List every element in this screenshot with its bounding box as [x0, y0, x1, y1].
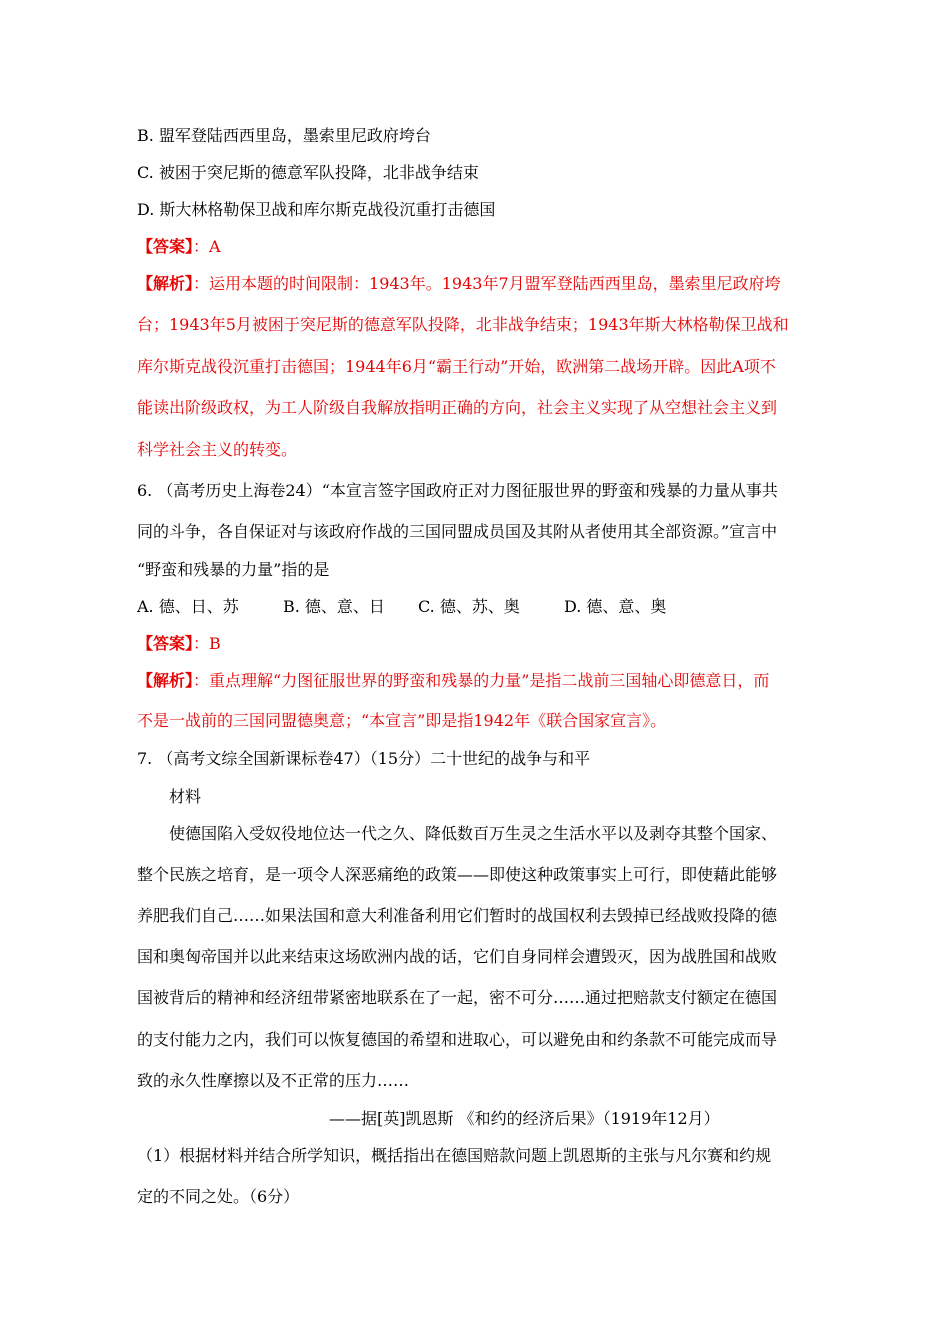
q6-option-c: C. 德、苏、奥	[418, 597, 520, 616]
q6-stem-line: “野蛮和残暴的力量”指的是	[137, 560, 330, 579]
analysis-label: 【解析】	[137, 274, 194, 293]
q7-material-line: 致的永久性摩擦以及不正常的压力……	[137, 1071, 410, 1090]
q6-option-d: D. 德、意、奥	[564, 597, 667, 616]
q5-option-b: B. 盟军登陆西西里岛，墨索里尼政府垮台	[137, 126, 431, 145]
q7-material-line: 国和奥匈帝国并以此来结束这场欧洲内战的话，它们自身同样会遭毁灭，因为战胜国和战败	[137, 947, 778, 966]
q6-options	[137, 596, 827, 618]
q7-material-line: 国被背后的精神和经济纽带紧密地联系在了一起，密不可分……通过把赔款支付额定在德国	[137, 988, 778, 1007]
q6-analysis-line: 【解析】：重点理解“力图征服世界的野蛮和残暴的力量”是指二战前三国轴心即德意日，而	[137, 671, 770, 690]
q6-option-a: A. 德、日、苏	[137, 597, 239, 616]
q7-sub1-line: 定的不同之处。（6分）	[137, 1187, 300, 1206]
q5-analysis-line: 科学社会主义的转变。	[137, 440, 298, 459]
q6-option-b: B. 德、意、日	[283, 597, 385, 616]
q6-stem-line: 同的斗争，各自保证对与该政府作战的三国同盟成员国及其附从者使用其全部资源。”宣言中	[137, 522, 778, 541]
q5-option-c: C. 被困于突尼斯的德意军队投降，北非战争结束	[137, 163, 479, 182]
q5-analysis-line: 【解析】：运用本题的时间限制：1943年。1943年7月盟军登陆西西里岛，墨索里尼政府垮	[137, 274, 781, 293]
analysis-label: 【解析】	[137, 671, 194, 690]
q7-material-line: 养肥我们自己……如果法国和意大利准备利用它们暂时的战国权利去毁掉已经战败投降的德	[137, 906, 778, 925]
q7-material-line: 的支付能力之内，我们可以恢复德国的希望和进取心，可以避免由和约条款不可能完成而导	[137, 1030, 778, 1049]
q7-stem: 7. （高考文综全国新课标卷47）（15分）二十世纪的战争与和平	[137, 749, 591, 768]
q6-analysis-line: 不是一战前的三国同盟德奥意；“本宣言”即是指1942年《联合国家宣言》。	[137, 711, 667, 730]
q5-answer	[137, 236, 827, 258]
q5-analysis-line: 能读出阶级政权，为工人阶级自我解放指明正确的方向，社会主义实现了从空想社会主义到	[137, 398, 778, 417]
q7-material-line: 整个民族之培育，是一项令人深恶痛绝的政策——即使这种政策事实上可行，即使藉此能够	[137, 865, 778, 884]
answer-label: 【答案】	[137, 634, 194, 653]
q7-material-line: 使德国陷入受奴役地位达一代之久、降低数百万生灵之生活水平以及剥夺其整个国家、	[169, 824, 778, 843]
q7-material-title: 材料	[169, 787, 202, 806]
q5-analysis-line: 台；1943年5月被困于突尼斯的德意军队投降，北非战争结束；1943年斯大林格勒保卫战和	[137, 315, 789, 334]
q6-stem-line: 6. （高考历史上海卷24）“本宣言签字国政府正对力图征服世界的野蛮和残暴的力量从事共	[137, 481, 778, 500]
answer-value: ：B	[193, 634, 221, 653]
answer-value: ：A	[193, 237, 221, 256]
answer-label: 【答案】	[137, 237, 194, 256]
q7-source: ——据[英]凯恩斯 《和约的经济后果》（1919年12月）	[329, 1109, 720, 1128]
q6-answer	[137, 633, 827, 655]
q5-analysis-line: 库尔斯克战役沉重打击德国；1944年6月“霸王行动”开始，欧洲第二战场开辟。因此A项不	[137, 357, 776, 376]
q7-sub1-line: （1）根据材料并结合所学知识，概括指出在德国赔款问题上凯恩斯的主张与凡尔赛和约规	[137, 1146, 772, 1165]
q5-option-d: D. 斯大林格勒保卫战和库尔斯克战役沉重打击德国	[137, 200, 496, 219]
